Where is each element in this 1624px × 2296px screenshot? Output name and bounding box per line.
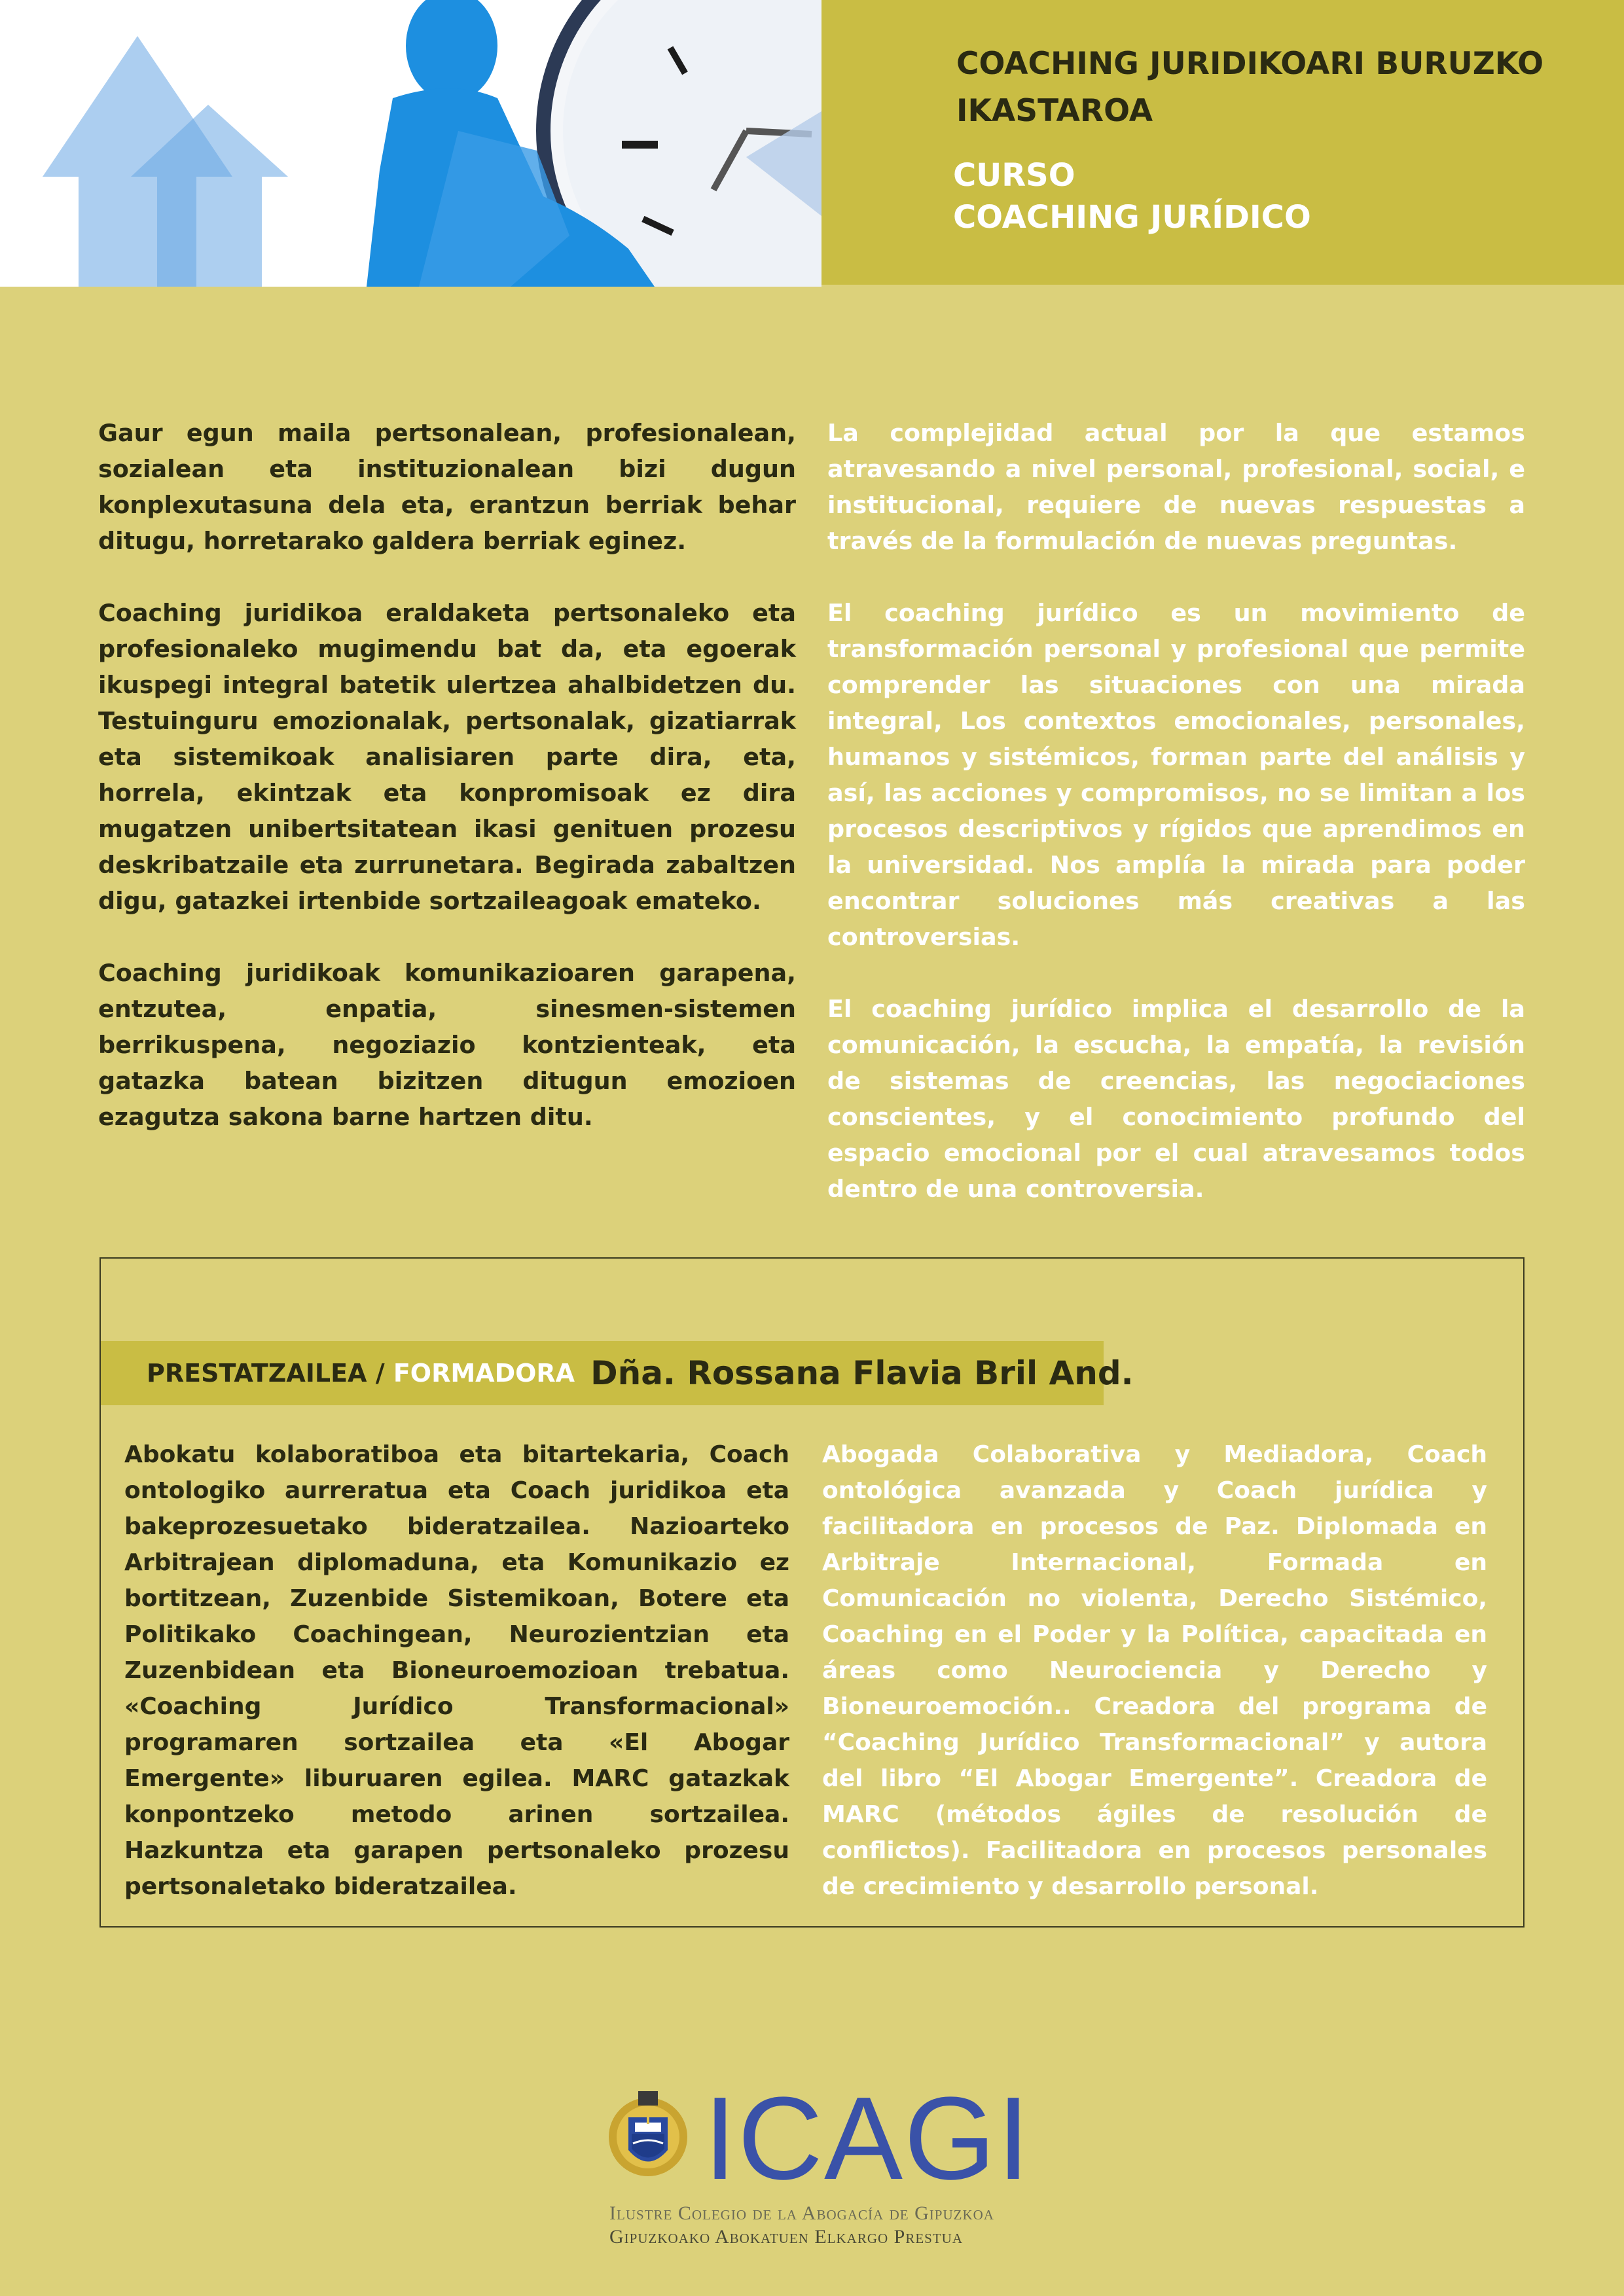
- header-illustration: [0, 0, 821, 287]
- trainer-bio-spanish: [822, 1437, 1487, 1905]
- intro-spanish-paragraph: El coaching jurídico implica el desarrollo de la comunicación, la escucha, la empatía, la revisión de sistemas de creencias, las negociaciones conscientes, y el conocimiento profundo del espacio emocional por el cual atravesamos todos dentro de una controversia.: [827, 995, 1525, 1203]
- intro-spanish-paragraph: La complejidad actual por la que estamos atravesando a nivel personal, profesional, social, e institucional, requiere de nuevas respuestas a través de la formulación de nuevas preguntas.: [827, 419, 1525, 555]
- logo-subtitle-basque: Gipuzkoako Abokatuen Elkargo Prestua: [609, 2226, 964, 2248]
- logo-subtitle-spanish: Ilustre Colegio de la Abogacía de Gipuzkoa: [609, 2202, 994, 2224]
- intro-basque-paragraph: Coaching juridikoa eraldaketa pertsonaleko eta profesionaleko mugimendu bat da, eta egoerak ikuspegi integral batetik ulertzea ahalbidetzen du. Testuinguru emozionalak, pertsonalak, gizatiarrak eta sistemikoak analisiaren parte dira, eta, horrela, ekintzak eta konpromisoak ez dira mugatzen unibertsitatean ikasi genituen prozesu deskribatzaile eta zurrunetara. Begirada zabaltzen digu, gatazkei irtenbide sortzaileagoak emateko.: [98, 599, 796, 915]
- course-title-spanish-line1: CURSO: [953, 157, 1075, 194]
- intro-spanish-column: [827, 415, 1525, 1243]
- course-title-spanish: [953, 154, 1581, 238]
- course-title-basque: COACHING JURIDIKOARI BURUZKO IKASTAROA: [956, 46, 1544, 129]
- logo-wordmark: ICAGI: [704, 2073, 1032, 2204]
- intro-basque-paragraph: Gaur egun maila pertsonalean, profesionalean, sozialean eta instituzionalean bizi dugun konplexutasuna dela eta, erantzun berriak behar ditugu, horretarako galdera berriak eginez.: [98, 419, 796, 555]
- trainer-role-spanish: FORMADORA: [393, 1359, 575, 1388]
- header-title-panel: [821, 0, 1624, 285]
- coat-of-arms-icon: [605, 2085, 691, 2189]
- trainer-name: Dña. Rossana Flavia Bril And.: [590, 1354, 1134, 1392]
- trainer-heading-bar: [101, 1341, 1134, 1405]
- header-graphic: [0, 0, 821, 287]
- trainer-bio-basque: [124, 1437, 789, 1905]
- intro-spanish-paragraph: El coaching jurídico es un movimiento de transformación personal y profesional que permite comprender las situaciones con una mirada integral, Los contextos emocionales, personales, humanos y sistémicos, forman parte del análisis y así, las acciones y compromisos, no se limitan a los procesos descriptivos y rígidos que aprendimos en la universidad. Nos amplía la mirada para poder encontrar soluciones más creativas a las controversias.: [827, 599, 1525, 951]
- trainer-bio-basque-text: Abokatu kolaboratiboa eta bitartekaria, Coach ontologiko aurreratua eta Coach juridikoa eta bakeprozesuetako bideratzailea. Nazioarteko Arbitrajean diplomaduna, eta Komunikazio ez bortitzean, Zuzenbide Sistemikoan, Botere eta Politikako Coachingean, Neurozientzian eta Zuzenbidean eta Bioneuroemozioan trebatua. «Coaching Jurídico Transformacional» programaren sortzailea eta «El Abogar Emergente» liburuaren egilea. MARC gatazkak konpontzeko metodo arinen sortzailea. Hazkuntza eta garapen pertsonaleko prozesu pertsonaletako bideratzailea.: [124, 1441, 789, 1900]
- intro-basque-column: [98, 415, 796, 1171]
- icagi-logo: [605, 2073, 1032, 2255]
- trainer-role-label: [147, 1359, 575, 1388]
- trainer-bio-spanish-text: Abogada Colaborativa y Mediadora, Coach ontológica avanzada y Coach jurídica y facilitadora en procesos de Paz. Diplomada en Arbitraje Internacional, Formada en Comunicación no violenta, Derecho Sistémico, Coaching en el Poder y la Política, capacitada en áreas como Neurociencia y Derecho y Bioneuroemoción.. Creadora del programa de “Coaching Jurídico Transformacional” y autora del libro “El Abogar Emergente”. Creadora de MARC (métodos ágiles de resolución de conflictos). Facilitadora en procesos personales de crecimiento y desarrollo personal.: [822, 1441, 1487, 1900]
- course-title-spanish-line2: COACHING JURÍDICO: [953, 199, 1311, 236]
- trainer-role-basque: PRESTATZAILEA /: [147, 1359, 385, 1388]
- intro-basque-paragraph: Coaching juridikoak komunikazioaren garapena, entzutea, enpatia, sinesmen-sistemen berrikuspena, negoziazio kontzienteak, eta gatazka batean bizitzen ditugun emozioen ezagutza sakona barne hartzen ditu.: [98, 959, 796, 1131]
- trainer-box: [99, 1257, 1525, 1928]
